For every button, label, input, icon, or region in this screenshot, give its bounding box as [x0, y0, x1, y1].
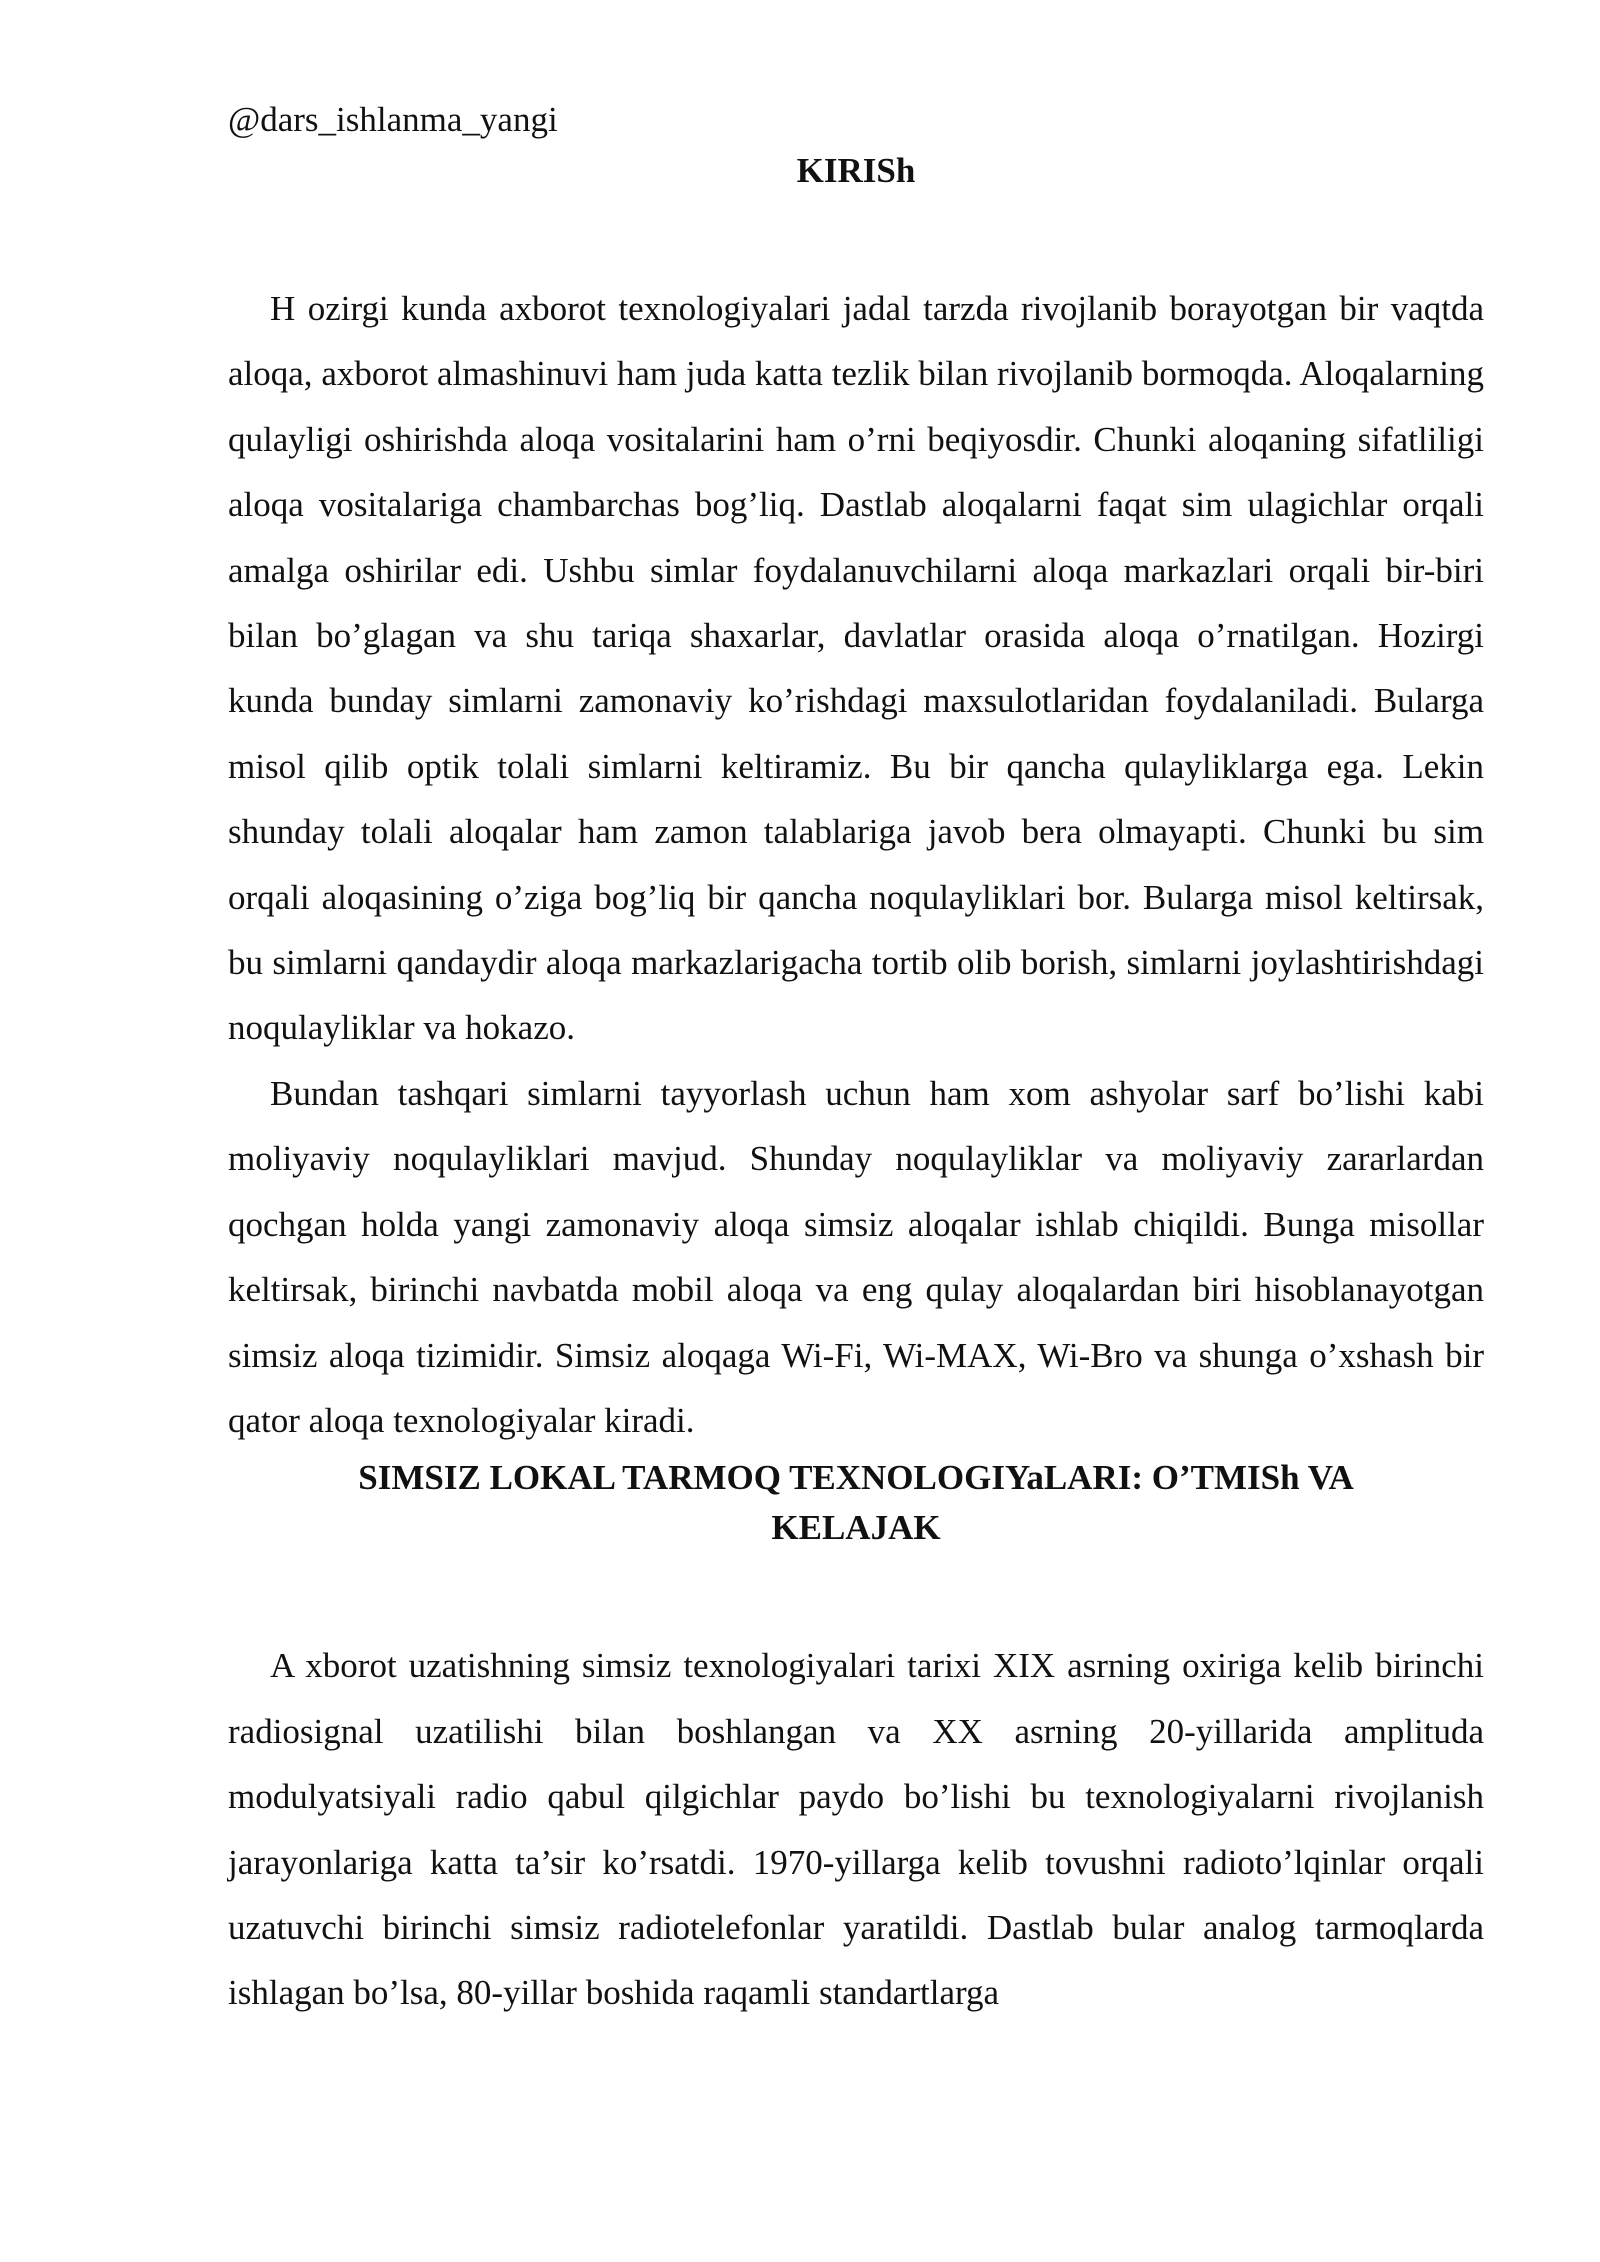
section-heading-line-1: SIMSIZ LOKAL TARMOQ TEXNOLOGIYaLARI: O’TMISh VA — [358, 1458, 1354, 1498]
section-heading — [228, 1453, 1484, 1553]
intro-paragraph-2: Bundan tashqari simlarni tayyorlash uchun ham xom ashyolar sarf bo’lishi kabi moliyaviy noqulayliklari mavjud. Shunday noqulayliklar va moliyaviy zararlardan qochgan holda yangi zamonaviy aloqa simsiz aloqalar ishlab chiqildi. Bunga misollar keltirsak, birinchi navbatda mobil aloqa va eng qulay aloqalardan biri hisoblanayotgan simsiz aloqa tizimidir. Simsiz aloqaga Wi-Fi, Wi-MAX, Wi-Bro va shunga o’xshash bir qator aloqa texnologiyalar kiradi. — [228, 1073, 1484, 1440]
intro-heading: KIRISh — [796, 151, 916, 190]
document-body — [228, 94, 1484, 2026]
section-paragraph: A xborot uzatishning simsiz texnologiyalari tarixi XIX asrning oxiriga kelib birinchi radiosignal uzatilishi bilan boshlangan va XX asrning 20-yillarida amplituda modulyatsiyali radio qabul qilgichlar paydo bo’lishi bu texnologiyalarni rivojlanish jarayonlariga katta ta’sir ko’rsatdi. 1970-yillarga kelib tovushni radioto’lqinlar orqali uzatuvchi birinchi simsiz radiotelefonlar yaratildi. Dastlab bular analog tarmoqlarda ishlagan bo’lsa, 80-yillar boshida raqamli standartlarga — [228, 1646, 1484, 2013]
intro-paragraph-1: H ozirgi kunda axborot texnologiyalari jadal tarzda rivojlanib borayotgan bir vaqtda aloqa, axborot almashinuvi ham juda katta tezlik bilan rivojlanib bormoqda. Aloqalarning qulayligi oshirishda aloqa vositalarini ham o’rni beqiyosdir. Chunki aloqaning sifatliligi aloqa vositalariga chambarchas bog’liq. Dastlab aloqalarni faqat sim ulagichlar orqali amalga oshirilar edi. Ushbu simlar foydalanuvchilarni aloqa markazlari orqali bir-biri bilan bo’glagan va shu tariqa shaxarlar, davlatlar orasida aloqa o’rnatilgan. Hozirgi kunda bunday simlarni zamonaviy ko’rishdagi maxsulotlaridan foydalaniladi. Bularga misol qilib optik tolali simlarni keltiramiz. Bu bir qancha qulayliklarga ega. Lekin shunday tolali aloqalar ham zamon talablariga javob bera olmayapti. Chunki bu sim orqali aloqasining o’ziga bog’liq bir qancha noqulayliklari bor. Bularga misol keltirsak, bu simlarni qandaydir aloqa markazlarigacha tortib olib borish, simlarni joylashtirishdagi noqulayliklar va hokazo. — [228, 289, 1484, 1048]
channel-handle: @dars_ishlanma_yangi — [228, 100, 558, 139]
section-heading-line-2: KELAJAK — [771, 1508, 941, 1548]
